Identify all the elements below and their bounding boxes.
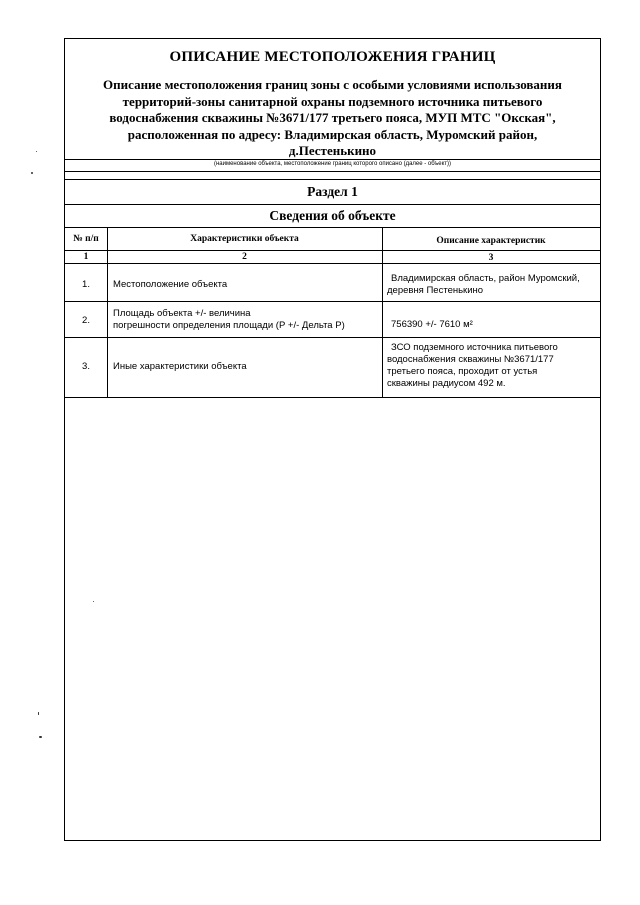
divider [65, 227, 600, 228]
table-row-characteristic: Иные характеристики объекта [113, 361, 247, 372]
table-row-characteristic: Местоположение объекта [113, 279, 228, 290]
table-header-num: № п/п [73, 234, 99, 244]
column-number: 3 [488, 253, 494, 263]
scan-speck [31, 172, 33, 174]
table-row-num: 2. [82, 315, 90, 326]
column-number: 1 [83, 252, 89, 262]
document-title: ОПИСАНИЕ МЕСТОПОЛОЖЕНИЯ ГРАНИЦ [169, 49, 496, 65]
section-subtitle: Сведения об объекте [269, 208, 396, 223]
table-row-divider [65, 337, 600, 338]
divider [65, 171, 600, 172]
description-line: территорий-зоны санитарной охраны подземного источника питьевого [122, 93, 543, 109]
table-row-characteristic: Площадь объекта +/- величина погрешности определения площади (Р +/- Дельта Р) [113, 308, 345, 331]
document-description [79, 77, 586, 160]
table-row-description: Владимирская область, район Муромский, деревня Пестенькино [387, 273, 580, 296]
table-row-description: 756390 +/- 7610 м² [391, 319, 473, 330]
document-frame [64, 38, 601, 841]
table-header-characteristic: Характеристики объекта [190, 234, 299, 244]
scan-speck [36, 151, 37, 152]
scan-speck [93, 601, 94, 602]
description-line: расположенная по адресу: Владимирская область, Муромский район, [127, 126, 538, 142]
scan-speck [39, 736, 42, 738]
table-row-divider [65, 397, 600, 398]
description-line: Описание местоположения границ зоны с особыми условиями использования [103, 77, 562, 92]
table-row-num: 3. [82, 361, 90, 372]
table-row-divider [65, 301, 600, 302]
section-title: Раздел 1 [307, 184, 358, 199]
divider [65, 159, 600, 160]
table-header-description: Описание характеристик [436, 236, 546, 246]
table-row-description: ЗСО подземного источника питьевого водоснабжения скважины №3671/177 третьего пояса, проходит от устья скважины радиусом 492 м. [387, 342, 558, 389]
object-caption: (наименование объекта, местоположение границ которого описано (далее - объект)) [213, 161, 452, 167]
description-line: водоснабжения скважины №3671/177 третьего пояса, МУП МТС "Окская", [109, 110, 556, 125]
table-row-num: 1. [82, 279, 90, 290]
column-number: 2 [242, 252, 247, 262]
scan-speck [38, 712, 39, 715]
description-line: д.Пестенькино [288, 143, 377, 158]
